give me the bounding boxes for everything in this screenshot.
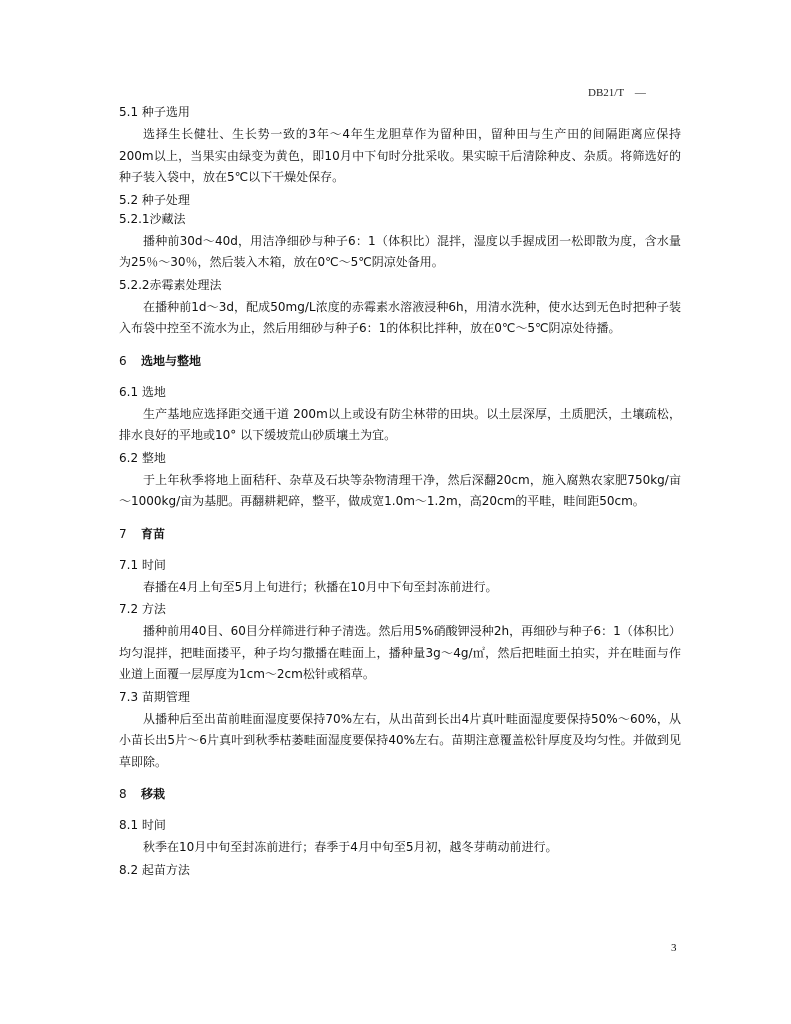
- subsection-heading: 8.1 时间: [119, 818, 166, 832]
- paragraph: 在播种前1d～3d，配成50mg/L浓度的赤霉素水溶液浸种6h，用清水洗种，使水达到无色时把种子装入布袋中控至不流水为止，然后用细砂与种子6：1的体积比拌种，放在0℃～5℃阴凉处待播。: [119, 299, 681, 335]
- section-number: 6: [119, 353, 127, 368]
- paragraph: 从播种后至出苗前畦面湿度要保持70%左右，从出苗到长出4片真叶畦面湿度要保持50%～60%，从小苗长出5片～6片真叶到秋季枯萎畦面湿度要保持40%左右。苗期注意覆盖松针厚度及均匀性。并做到见草即除。: [119, 711, 681, 769]
- subsection-heading: 7.1 时间: [119, 557, 166, 572]
- section-number: 8: [119, 787, 127, 801]
- section-heading: [119, 787, 681, 802]
- document-code: DB21/T —: [588, 87, 646, 99]
- page-number: 3: [671, 942, 677, 954]
- subsection-heading: 5.2.1沙藏法: [119, 211, 186, 226]
- document-body: [119, 103, 681, 882]
- paragraph: 选择生长健壮、生长势一致的3年～4年生龙胆草作为留种田，留种田与生产田的间隔距离应保持200m以上，当果实由绿变为黄色，即10月中下旬时分批采收。果实晾干后清除种皮、杂质。将筛选好的种子装入袋中，放在5℃以下干燥处保存。: [119, 127, 681, 184]
- subsection-heading: 7.3 苗期管理: [119, 689, 190, 704]
- subsection-heading: 6.1 选地: [119, 384, 166, 399]
- section-number: 7: [119, 526, 127, 541]
- paragraph: 播种前用40目、60目分样筛进行种子清选。然后用5%硝酸钾浸种2h，再细砂与种子6：1（体积比）均匀混拌，把畦面搂平，种子均匀撒播在畦面上，播种量3g～4g/㎡，然后把畦面土拍实，并在畦面与作业道上面覆一层厚度为1cm～2cm松针或稻草。: [119, 624, 681, 681]
- paragraph: 于上年秋季将地上面秸秆、杂草及石块等杂物清理干净，然后深翻20cm，施入腐熟农家肥750kg/亩～1000kg/亩为基肥。再翻耕耙碎，整平，做成宽1.0m～1.2m，高20cm的平畦，畦间距50cm。: [119, 472, 681, 508]
- section-title: 育苗: [141, 526, 166, 541]
- subsection-heading: 7.2 方法: [119, 602, 166, 616]
- paragraph: 春播在4月上旬至5月上旬进行；秋播在10月中下旬至封冻前进行。: [143, 579, 498, 594]
- paragraph: 生产基地应选择距交通干道 200m以上或设有防尘林带的田块。以土层深厚，土质肥沃，土壤疏松，排水良好的平地或10° 以下缓坡荒山砂质壤土为宜。: [119, 406, 681, 442]
- paragraph: 秋季在10月中旬至封冻前进行；春季于4月中旬至5月初，越冬芽萌动前进行。: [143, 840, 558, 854]
- subsection-heading: 8.2 起苗方法: [119, 862, 190, 877]
- section-heading: [119, 354, 681, 369]
- section-title: 移栽: [141, 787, 166, 801]
- subsection-heading: 5.1 种子选用: [119, 105, 190, 119]
- subsection-heading: 5.2 种子处理: [119, 192, 190, 207]
- paragraph: 播种前30d～40d，用洁净细砂与种子6：1（体积比）混拌，湿度以手握成团一松即散为度，含水量为25％～30％，然后装入木箱，放在0℃～5℃阴凉处备用。: [119, 233, 681, 269]
- section-heading: [119, 527, 681, 542]
- subsection-heading: 5.2.2赤霉素处理法: [119, 277, 222, 292]
- subsection-heading: 6.2 整地: [119, 450, 166, 465]
- section-title: 选地与整地: [141, 353, 202, 368]
